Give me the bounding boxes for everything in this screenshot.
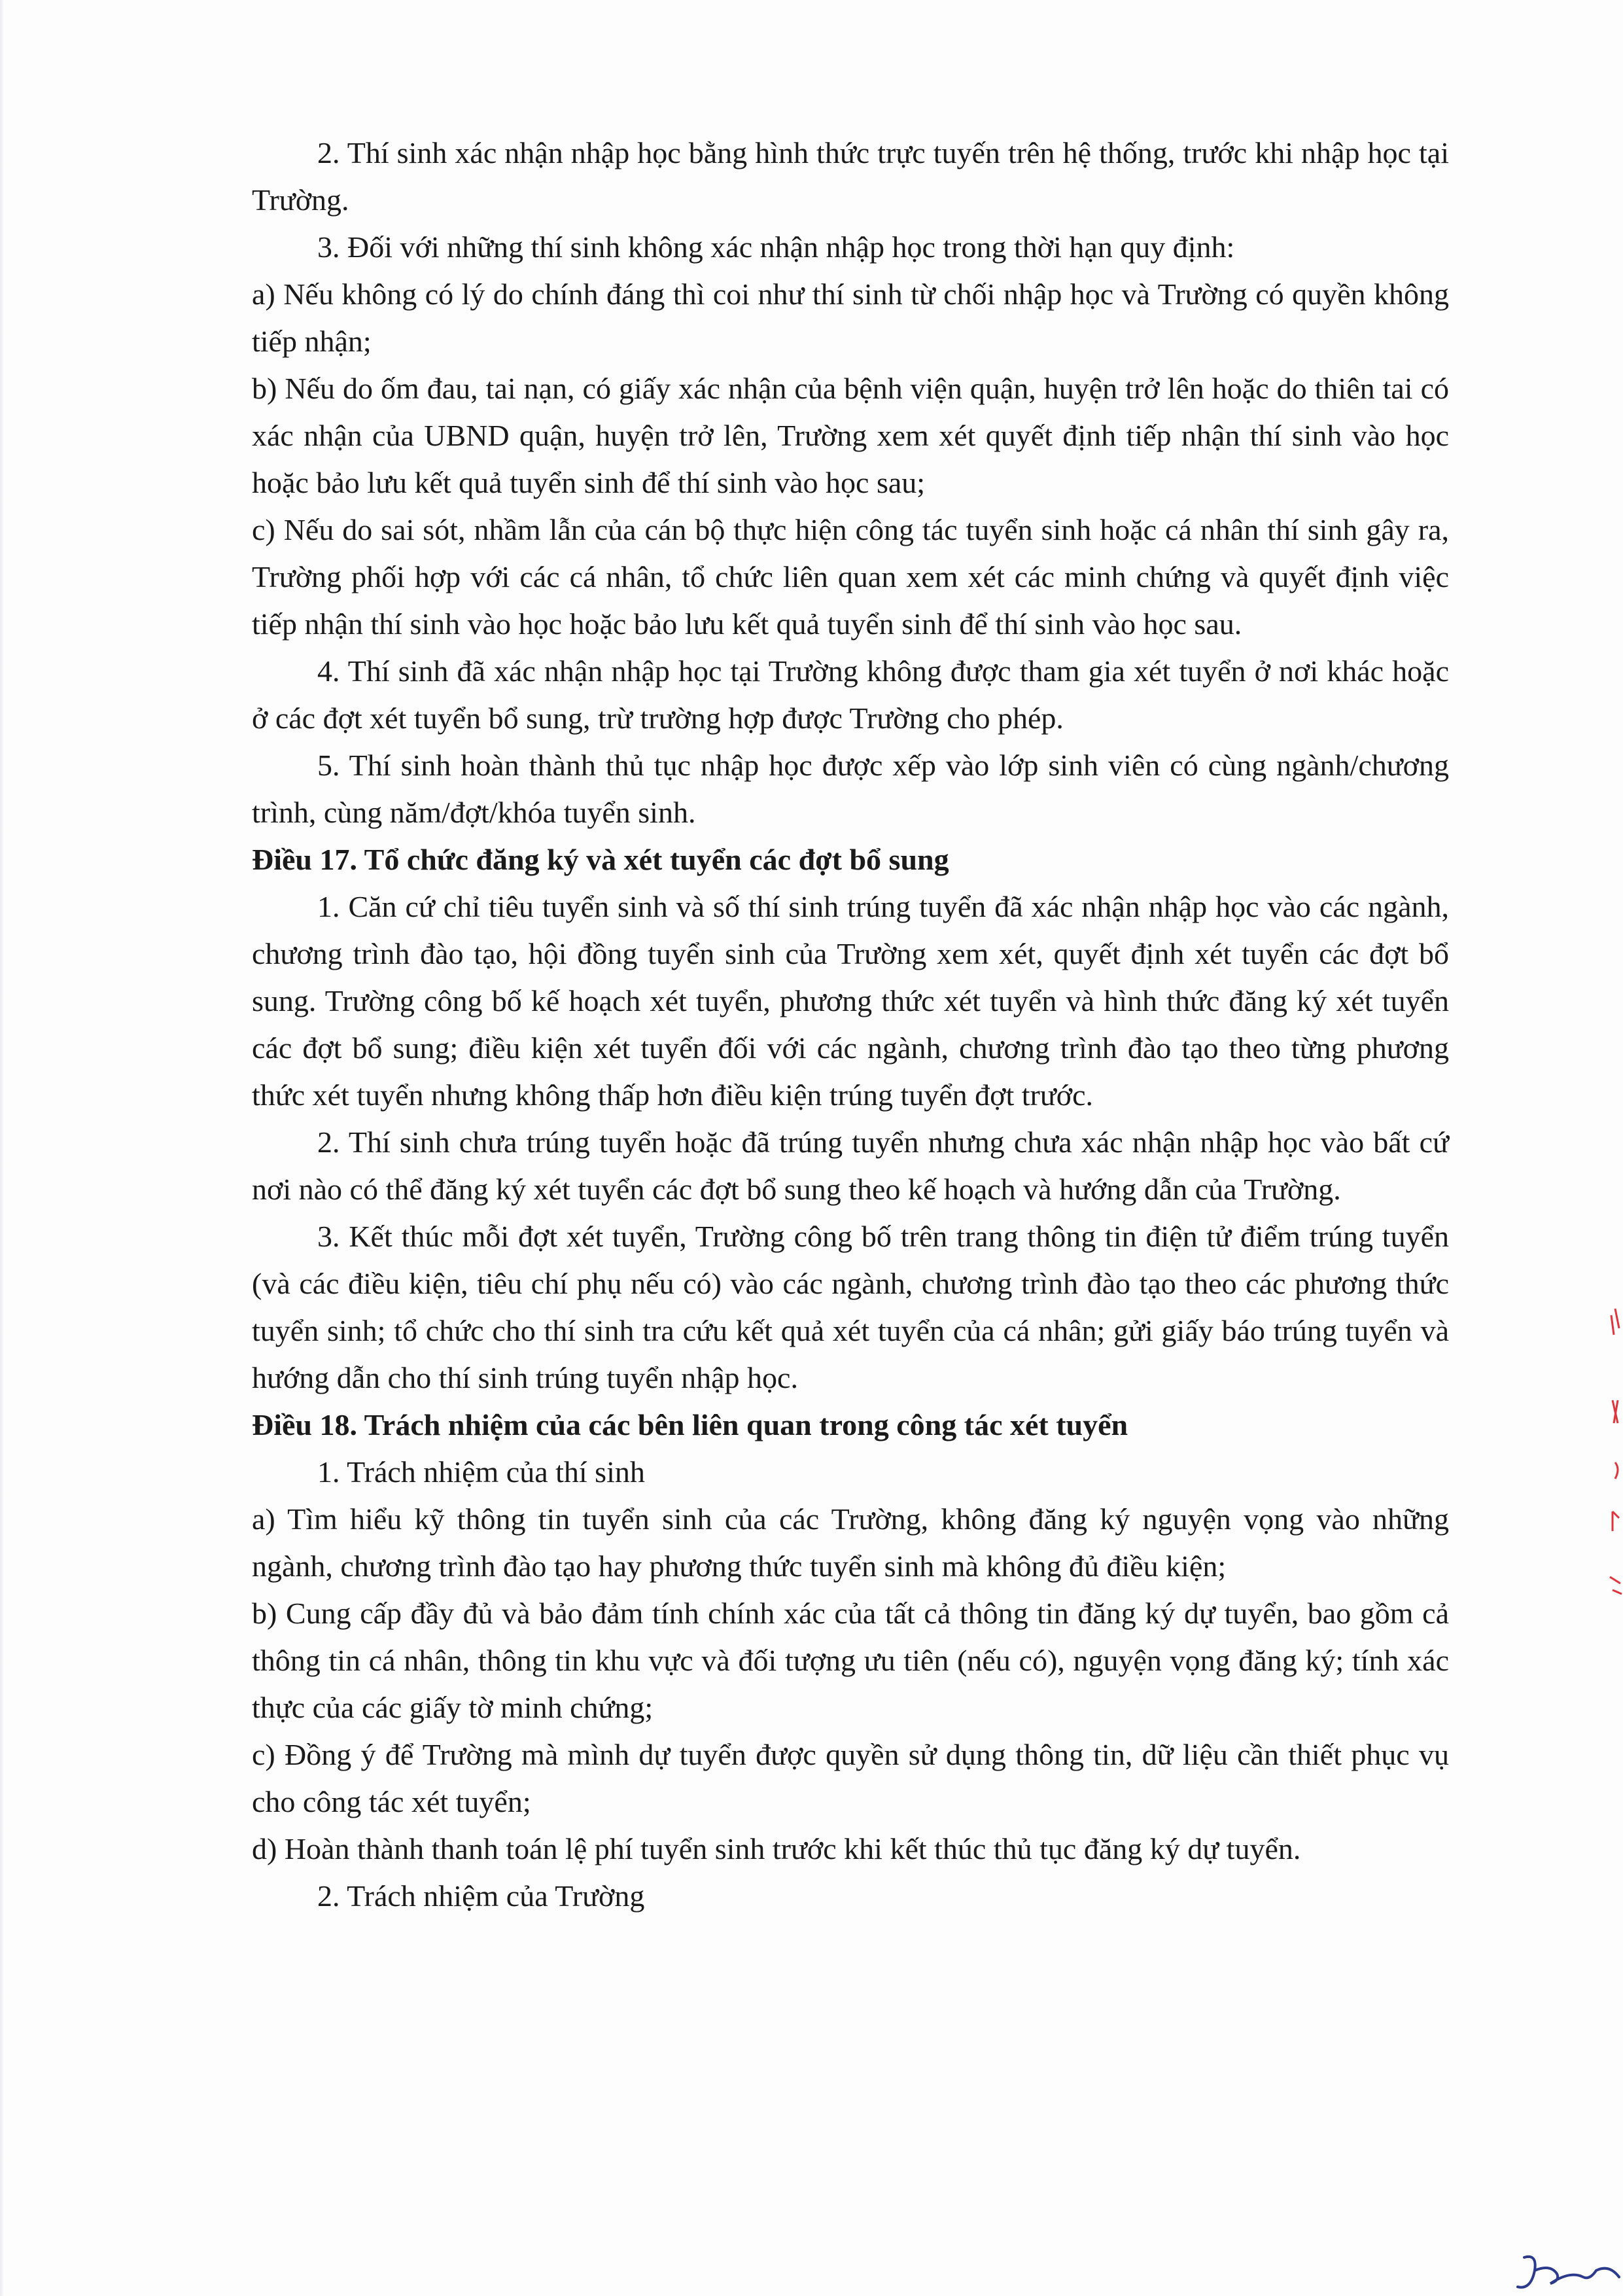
paragraph-candidate-item-c: c) Đồng ý để Trường mà mình dự tuyển được quyền sử dụng thông tin, dữ liệu cần thiết phục vụ cho công tác xét tuyển;: [252, 1738, 1449, 1818]
heading-article-18: Điều 18. Trách nhiệm của các bên liên quan trong công tác xét tuyển: [252, 1408, 1128, 1441]
paragraph-admission-online: 2. Thí sinh xác nhận nhập học bằng hình thức trực tuyến trên hệ thống, trước khi nhập học tại Trường.: [252, 136, 1449, 217]
document-body: [252, 130, 1449, 1920]
paragraph-item-a: a) Nếu không có lý do chính đáng thì coi như thí sinh từ chối nhập học và Trường có quyền không tiếp nhận;: [252, 277, 1449, 358]
paragraph-article-18-point-2: 2. Trách nhiệm của Trường: [317, 1879, 645, 1913]
paragraph-item-b: b) Nếu do ốm đau, tai nạn, có giấy xác nhận của bệnh viện quận, huyện trở lên hoặc do thiên tai có xác nhận của UBND quận, huyện trở lên, Trường xem xét quyết định tiếp nhận thí sinh vào học hoặc bảo lưu kết quả tuyển sinh để thí sinh vào học sau;: [252, 372, 1449, 499]
heading-article-17: Điều 17. Tổ chức đăng ký và xét tuyển các đợt bổ sung: [252, 843, 949, 876]
paragraph-candidate-item-d: d) Hoàn thành thanh toán lệ phí tuyển sinh trước khi kết thúc thủ tục đăng ký dự tuyển.: [252, 1832, 1301, 1865]
paragraph-no-confirmation: 3. Đối với những thí sinh không xác nhận nhập học trong thời hạn quy định:: [317, 230, 1235, 264]
paragraph-point-4: 4. Thí sinh đã xác nhận nhập học tại Trường không được tham gia xét tuyển ở nơi khác hoặc ở các đợt xét tuyển bổ sung, trừ trường hợp được Trường cho phép.: [252, 654, 1449, 735]
paragraph-point-5: 5. Thí sinh hoàn thành thủ tục nhập học được xếp vào lớp sinh viên có cùng ngành/chương trình, cùng năm/đợt/khóa tuyển sinh.: [252, 749, 1449, 829]
signature-initials: [1511, 2251, 1623, 2296]
paragraph-candidate-item-b: b) Cung cấp đầy đủ và bảo đảm tính chính xác của tất cả thông tin đăng ký dự tuyển, bao gồm cả thông tin cá nhân, thông tin khu vực và đối tượng ưu tiên (nếu có), nguyện vọng đăng ký; tính xác thực của các giấy tờ minh chứng;: [252, 1597, 1449, 1724]
scan-edge: [0, 0, 4, 2296]
paragraph-article-17-point-1: 1. Căn cứ chỉ tiêu tuyển sinh và số thí sinh trúng tuyển đã xác nhận nhập học vào các ngành, chương trình đào tạo, hội đồng tuyển sinh của Trường xem xét, quyết định xét tuyển các đợt bổ sung. Trường công bố kế hoạch xét tuyển, phương thức xét tuyển và hình thức đăng ký xét tuyển các đợt bổ sung; điều kiện xét tuyển đối với các ngành, chương trình đào tạo theo từng phương thức xét tuyển nhưng không thấp hơn điều kiện trúng tuyển đợt trước.: [252, 890, 1449, 1112]
paragraph-item-c: c) Nếu do sai sót, nhầm lẫn của cán bộ thực hiện công tác tuyển sinh hoặc cá nhân thí sinh gây ra, Trường phối hợp với các cá nhân, tổ chức liên quan xem xét các minh chứng và quyết định việc tiếp nhận thí sinh vào học hoặc bảo lưu kết quả tuyển sinh để thí sinh vào học sau.: [252, 513, 1449, 641]
paragraph-article-17-point-2: 2. Thí sinh chưa trúng tuyển hoặc đã trúng tuyển nhưng chưa xác nhận nhập học vào bất cứ nơi nào có thể đăng ký xét tuyển các đợt bổ sung theo kế hoạch và hướng dẫn của Trường.: [252, 1125, 1449, 1206]
paragraph-candidate-item-a: a) Tìm hiểu kỹ thông tin tuyển sinh của các Trường, không đăng ký nguyện vọng vào những ngành, chương trình đào tạo hay phương thức tuyển sinh mà không đủ điều kiện;: [252, 1502, 1449, 1583]
stamp-fragment: [1606, 1302, 1623, 1603]
paragraph-article-18-point-1: 1. Trách nhiệm của thí sinh: [317, 1455, 645, 1489]
paragraph-article-17-point-3: 3. Kết thúc mỗi đợt xét tuyển, Trường công bố trên trang thông tin điện tử điểm trúng tuyển (và các điều kiện, tiêu chí phụ nếu có) vào các ngành, chương trình đào tạo theo các phương thức tuyển sinh; tổ chức cho thí sinh tra cứu kết quả xét tuyển của cá nhân; gửi giấy báo trúng tuyển và hướng dẫn cho thí sinh trúng tuyển nhập học.: [252, 1220, 1449, 1394]
